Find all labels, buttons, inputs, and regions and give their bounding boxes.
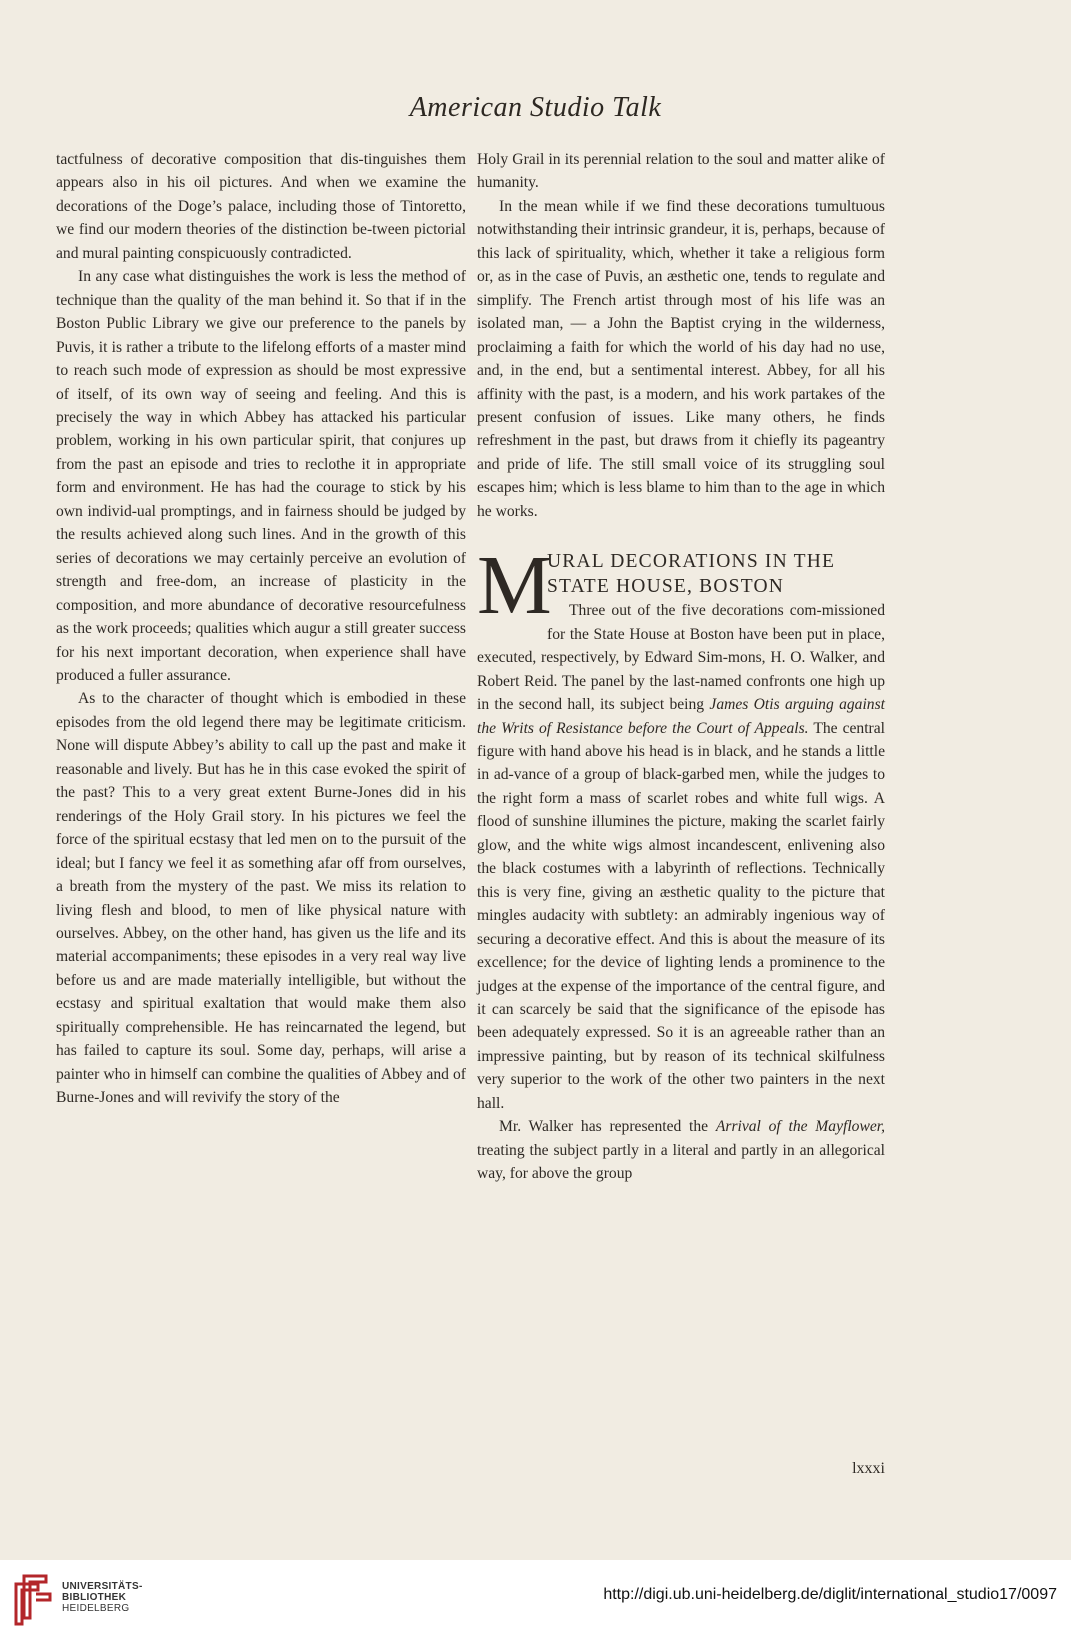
left-column (56, 148, 466, 1110)
library-logo-icon (10, 1570, 54, 1626)
library-name-line: HEIDELBERG (62, 1603, 130, 1614)
paragraph: In the mean while if we find these decorations tumultuous notwithstanding their intrinsic grandeur, it is, perhaps, because of this lack of spirituality, which, whether it take a religious form or, as in the case of Puvis, an æsthetic one, tends to regulate and simplify. The French artist through most of his life was an isolated man, — a John the Baptist crying in the wilderness, proclaiming a faith for which the world of his day had no use, and, in the end, but a sentimental interest. Abbey, for all his affinity with the past, is a modern, and his work partakes of the present confusion of issues. Like many others, he finds refreshment in the past, but draws from it chiefly its pageantry and pride of life. The still small voice of its struggling soul escapes him; which is less blame to him than to the age in which he works. (477, 197, 885, 520)
section-title-line-2: STATE HOUSE, BOSTON (547, 576, 785, 598)
footer-bar (0, 1560, 1071, 1637)
paragraph (477, 1115, 885, 1185)
text-run: treating the subject partly in a literal and partly in an allegorical way, for above the group (477, 1141, 885, 1183)
paragraph: Holy Grail in its perennial relation to the soul and matter alike of humanity. (477, 151, 885, 192)
paragraph (477, 599, 885, 1115)
italic-title: Arrival of the Mayflower, (715, 1118, 886, 1136)
paragraph: As to the character of thought which is embodied in these episodes from the old legend there may be legitimate criticism. None will dispute Abbey’s ability to call up the past and make it reasonable and lively. But has he in this case evoked the spirit of the past? This to a very great extent Burne-Jones did in his renderings of the Holy Grail story. In his pictures we feel the force of the spiritual ecstasy that led men on to the pursuit of the ideal; but I fancy we feel it as something afar off from ourselves, a breath from the mystery of the past. We miss its relation to living flesh and blood, to men of like physical nature with ourselves. Abbey, on the other hand, has given us the life and its material accompaniments; these episodes in a very real way live before us and are made materially intelligible, but without the ecstasy and spiritual exaltation that would make them also spiritually comprehensible. He has reincarnated the legend, but has failed to capture its soul. Some day, perhaps, will arise a painter who in himself can combine the qualities of Abbey and of Burne-Jones and will revivify the story of the (56, 690, 466, 1107)
right-column (477, 148, 885, 1186)
section-title-line-1: URAL DECORATIONS IN THE (547, 551, 836, 573)
running-title: American Studio Talk (409, 92, 662, 123)
library-name (62, 1581, 143, 1614)
source-url-link[interactable]: http://digi.ub.uni-heidelberg.de/diglit/international_studio17/0097 (603, 1586, 1057, 1603)
italic-title: James Otis arguing against the Writs of Resistance before the Court of Appeals. (477, 696, 885, 737)
text-run: The central figure with hand above his head is in black, and he stands a little in ad-vance of a group of black-garbed men, while the judges to the right form a mass of scarlet robes and white full wigs. A flood of sunshine illumines the picture, making the scarlet fairly glow, and the white wigs almost incandescent, enlivening also the black costumes with a labyrinth of reflections. Technically this is very fine, giving an æsthetic quality to the picture that mingles audacity with subtlety: an admirably ingenious way of securing a decorative effect. And this is about the measure of its excellence; for the device of lighting lends a prominence to the judges at the expense of the importance of the central figure, and it can scarcely be said that the significance of the episode has been adequately expressed. So it is an agreeable rather than an impressive painting, but by reason of its technical skilfulness very superior to the work of the other two painters in the next hall. (477, 719, 885, 1112)
text-run: Mr. Walker has represented the (499, 1118, 716, 1136)
paragraph: tactfulness of decorative composition that dis-tinguishes them appears also in his oil pictures. And when we examine the decorations of the Doge’s palace, including those of Tintoretto, we find our modern theories of the distinction be-tween pictorial and mural painting conspicuously contradicted. (56, 151, 466, 262)
paragraph: In any case what distinguishes the work is less the method of technique than the quality of the man behind it. So that if in the Boston Public Library we give our preference to the panels by Puvis, it is rather a tribute to the lifelong efforts of a master mind to reach such mode of expression as should be most expressive of itself, of its own way of seeing and feeling. And this is precisely the way in which Abbey has attacked his particular problem, working in his own particular spirit, that conjures up from the past an episode and tries to reclothe it in appropriate form and environment. He has had the courage to stick by his own individ-ual promptings, and in fairness should be judged by the results achieved along such lines. And in the growth of this series of decorations we may certainly perceive an evolution of strength and free-dom, an increase of plasticity in the composition, and more abundance of decorative resourcefulness as the work proceeds; qualities which augur a still greater success for his next important decoration, when experience shall have produced a fuller assurance. (56, 268, 466, 684)
page-number: lxxxi (852, 1460, 885, 1477)
text-run: Three out of the five decorations com-missioned for the State House at Boston have been put in place, executed, respectively, by Edward Sim-mons, H. O. Walker, and Robert Reid. The panel by the last-named confronts one high up in the second hall, its subject being (477, 602, 885, 714)
drop-cap: M (477, 539, 553, 633)
library-name-line: UNIVERSITÄTS- (62, 1581, 143, 1592)
section-heading (477, 539, 885, 633)
library-name-line: BIBLIOTHEK (62, 1592, 127, 1603)
